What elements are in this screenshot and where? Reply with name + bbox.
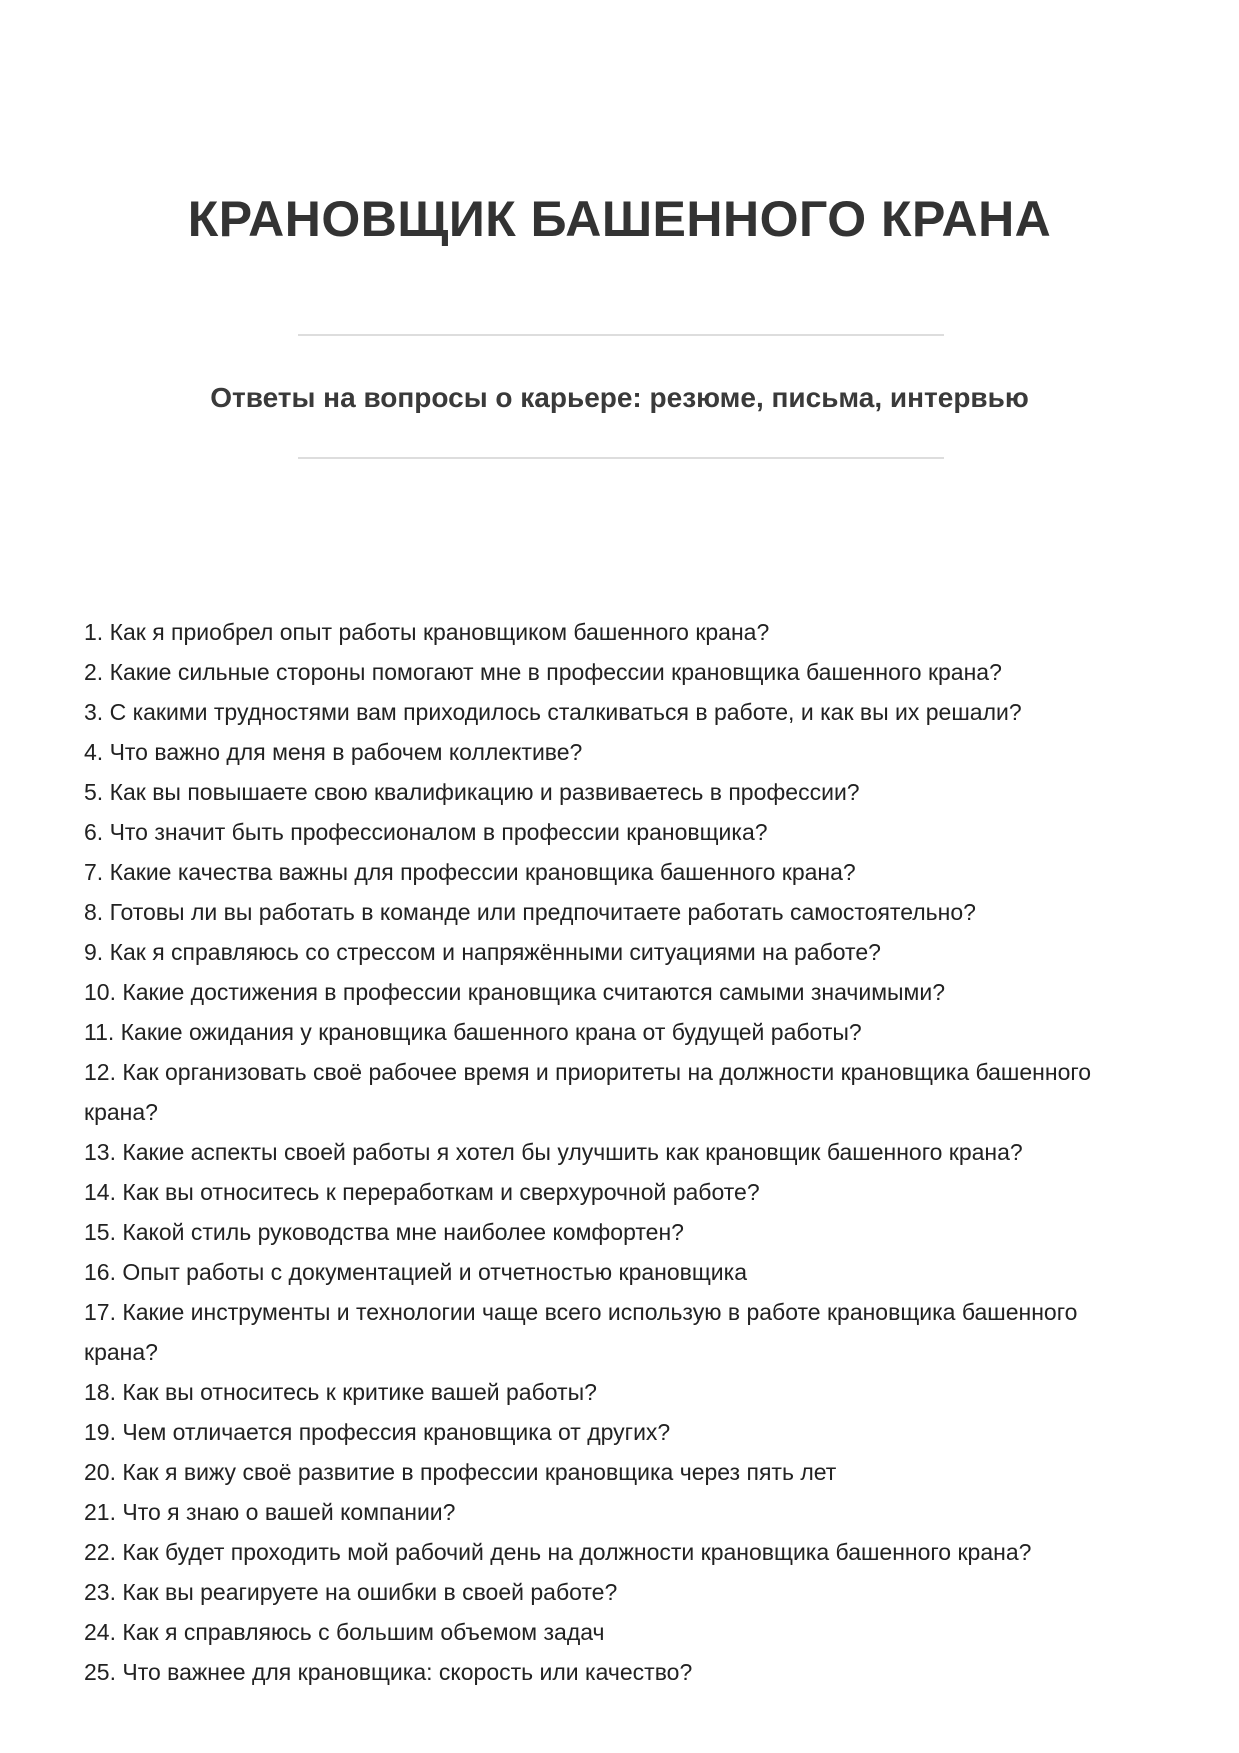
question-item: 23. Как вы реагируете на ошибки в своей работе? — [84, 1579, 618, 1605]
question-item: 18. Как вы относитесь к критике вашей работы? — [84, 1379, 597, 1405]
question-item: 8. Готовы ли вы работать в команде или предпочитаете работать самостоятельно? — [84, 899, 976, 925]
question-item: 2. Какие сильные стороны помогают мне в профессии крановщика башенного крана? — [84, 659, 1002, 685]
question-item: 17. Какие инструменты и технологии чаще всего использую в работе крановщика башенного крана? — [84, 1299, 1078, 1365]
question-item: 14. Как вы относитесь к переработкам и сверхурочной работе? — [84, 1179, 760, 1205]
question-item: 4. Что важно для меня в рабочем коллективе? — [84, 739, 583, 765]
question-item: 6. Что значит быть профессионалом в профессии крановщика? — [84, 819, 768, 845]
question-item: 10. Какие достижения в профессии крановщика считаются самыми значимыми? — [84, 979, 945, 1005]
question-item: 21. Что я знаю о вашей компании? — [84, 1499, 456, 1525]
divider-top — [298, 334, 944, 336]
page-title: КРАНОВЩИК БАШЕННОГО КРАНА — [187, 191, 1052, 247]
question-item: 3. С какими трудностями вам приходилось сталкиваться в работе, и как вы их решали? — [84, 699, 1022, 725]
question-item: 22. Как будет проходить мой рабочий день на должности крановщика башенного крана? — [84, 1539, 1032, 1565]
question-item: 9. Как я справляюсь со стрессом и напряжёнными ситуациями на работе? — [84, 939, 881, 965]
question-item: 5. Как вы повышаете свою квалификацию и развиваетесь в профессии? — [84, 779, 860, 805]
question-list — [84, 612, 1134, 1692]
divider-bottom — [298, 457, 944, 459]
question-item: 24. Как я справляюсь с большим объемом задач — [84, 1619, 605, 1645]
question-item: 12. Как организовать своё рабочее время и приоритеты на должности крановщика башенного крана? — [84, 1059, 1092, 1125]
question-item: 20. Как я вижу своё развитие в профессии крановщика через пять лет — [84, 1459, 837, 1485]
question-item: 19. Чем отличается профессия крановщика от других? — [84, 1419, 671, 1445]
question-item: 7. Какие качества важны для профессии крановщика башенного крана? — [84, 859, 856, 885]
page-subtitle: Ответы на вопросы о карьере: резюме, письма, интервью — [210, 382, 1029, 413]
question-item: 1. Как я приобрел опыт работы крановщиком башенного крана? — [84, 619, 770, 645]
question-item: 25. Что важнее для крановщика: скорость или качество? — [84, 1659, 693, 1685]
question-item: 15. Какой стиль руководства мне наиболее комфортен? — [84, 1219, 684, 1245]
question-item: 13. Какие аспекты своей работы я хотел бы улучшить как крановщик башенного крана? — [84, 1139, 1023, 1165]
question-item: 16. Опыт работы с документацией и отчетностью крановщика — [84, 1259, 747, 1285]
question-item: 11. Какие ожидания у крановщика башенного крана от будущей работы? — [84, 1019, 862, 1045]
